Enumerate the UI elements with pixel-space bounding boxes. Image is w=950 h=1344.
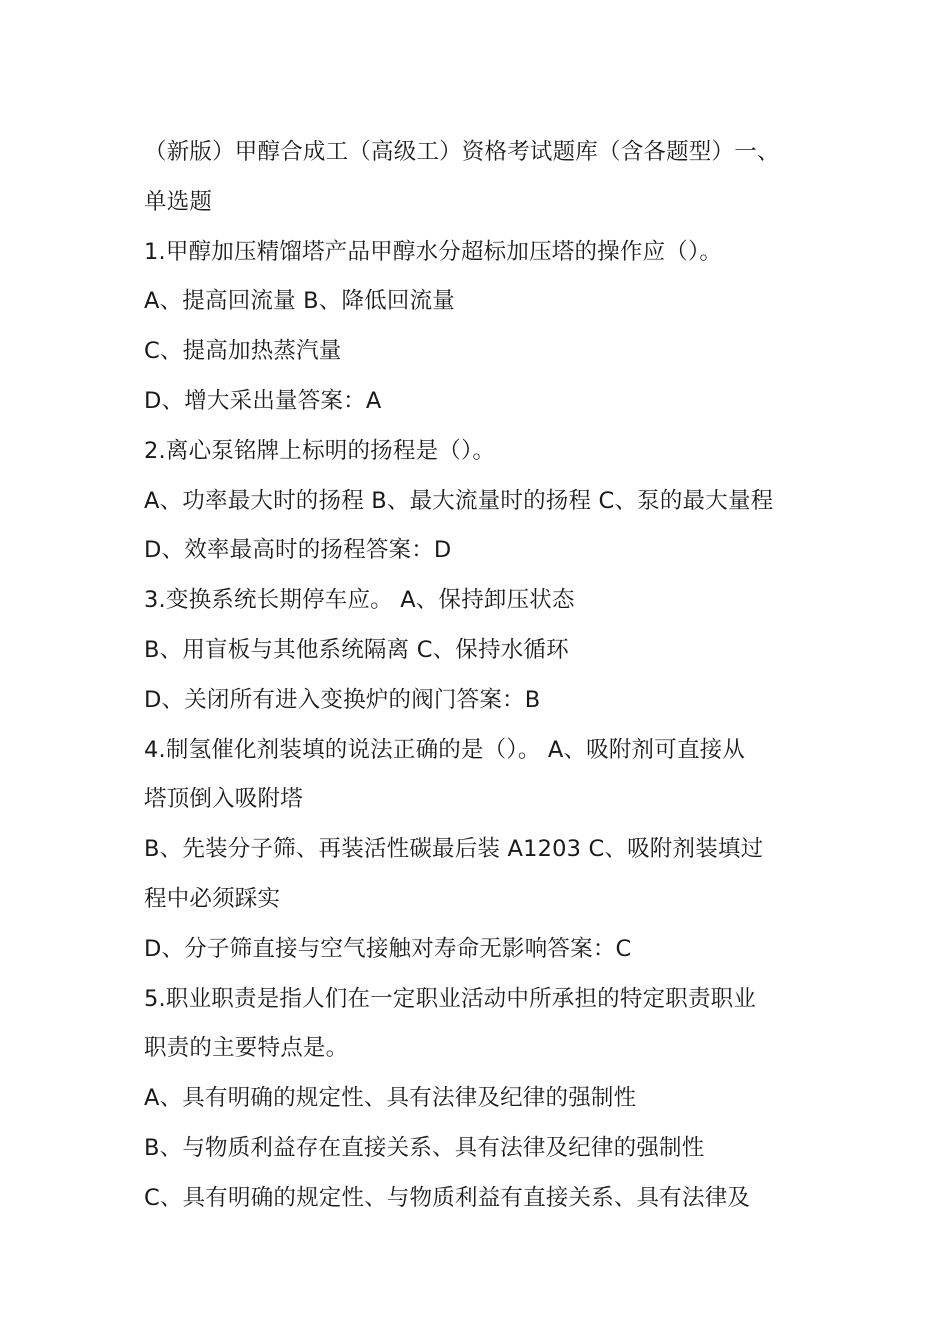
- title-line-2: 单选题: [144, 188, 213, 215]
- question-4-option-d-answer: D、分子筛直接与空气接触对寿命无影响答案：C: [144, 935, 632, 962]
- question-5-option-a: A、具有明确的规定性、具有法律及纪律的强制性: [144, 1085, 637, 1112]
- question-3-option-d-answer: D、关闭所有进入变换炉的阀门答案：B: [144, 686, 541, 713]
- question-1-option-d-answer: D、增大采出量答案：A: [144, 387, 382, 414]
- question-2-option-d-answer: D、效率最高时的扬程答案：D: [144, 537, 452, 564]
- question-5-option-b: B、与物质利益存在直接关系、具有法律及纪律的强制性: [144, 1134, 705, 1161]
- question-5: 5.职业职责是指人们在一定职业活动中所承担的特定职责职业: [144, 985, 757, 1012]
- question-2-options-abc: A、功率最大时的扬程 B、最大流量时的扬程 C、泵的最大量程: [144, 487, 774, 514]
- question-5-continued: 职责的主要特点是。: [144, 1035, 349, 1062]
- title-line-1: （新版）甲醇合成工（高级工）资格考试题库（含各题型）一、: [144, 139, 780, 165]
- question-3: 3.变换系统长期停车应。 A、保持卸压状态: [144, 587, 575, 614]
- question-1-option-c: C、提高加热蒸汽量: [144, 338, 342, 365]
- question-3-options-bc: B、用盲板与其他系统隔离 C、保持水循环: [144, 636, 569, 663]
- question-1: 1.甲醇加压精馏塔产品甲醇水分超标加压塔的操作应（）。: [144, 238, 723, 265]
- question-4: 4.制氢催化剂装填的说法正确的是（）。 A、吸附剂可直接从: [144, 736, 746, 763]
- question-4-continued: 塔顶倒入吸附塔: [144, 786, 303, 813]
- document-body: [144, 128, 834, 1224]
- question-1-options-ab: A、提高回流量 B、降低回流量: [144, 288, 455, 315]
- question-5-option-c: C、具有明确的规定性、与物质利益有直接关系、具有法律及: [144, 1184, 751, 1211]
- question-2: 2.离心泵铭牌上标明的扬程是（）。: [144, 437, 496, 464]
- question-4-option-c-continued: 程中必须踩实: [144, 885, 281, 912]
- question-4-options-bc: B、先装分子筛、再装活性碳最后装 A1203 C、吸附剂装填过: [144, 836, 764, 863]
